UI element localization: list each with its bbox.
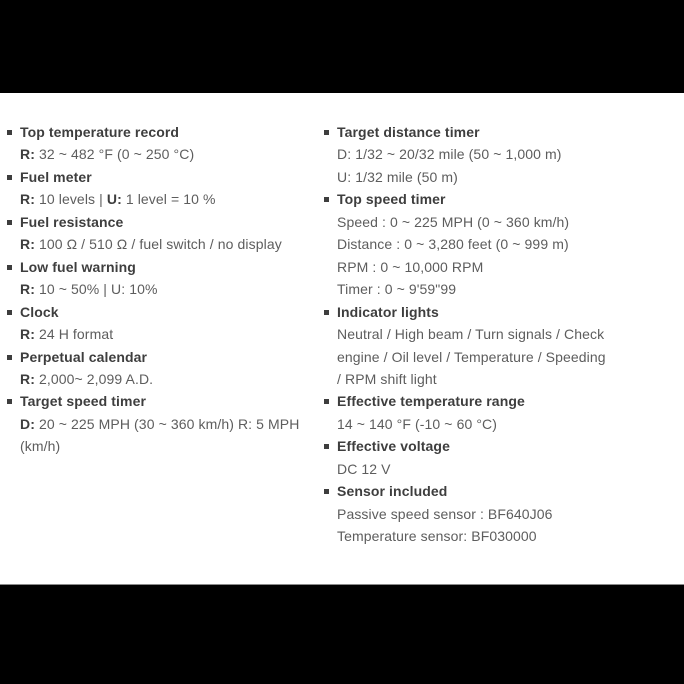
spec-item xyxy=(7,211,319,256)
detail-text: 2,000~ 2,099 A.D. xyxy=(34,370,154,387)
spec-item-title-text: Top temperature record xyxy=(20,124,180,140)
detail-prefix-bold: R: xyxy=(20,370,35,387)
spec-item xyxy=(7,346,319,391)
detail-prefix-bold: R: xyxy=(20,146,35,163)
detail-text: Speed : 0 ~ 225 MPH (0 ~ 360 km/h) xyxy=(337,213,570,230)
square-bullet-icon xyxy=(7,310,12,315)
spec-item-title xyxy=(7,256,319,278)
spec-item-title-text: Fuel resistance xyxy=(20,213,124,230)
square-bullet-icon xyxy=(324,399,329,404)
spec-item-detail-line xyxy=(324,368,636,390)
spec-item xyxy=(324,301,636,391)
spec-item xyxy=(7,301,319,346)
detail-text: D: 1/32 ~ 20/32 mile (50 ~ 1,000 m) xyxy=(337,146,562,163)
spec-item-detail-line xyxy=(324,413,636,435)
square-bullet-icon xyxy=(324,130,329,135)
square-bullet-icon xyxy=(7,355,12,360)
detail-text: 10 levels | xyxy=(34,191,107,208)
detail-text: 20 ~ 225 MPH (30 ~ 360 km/h) R: 5 MPH xyxy=(34,415,300,432)
detail-text: Passive speed sensor : BF640J06 xyxy=(337,505,553,522)
square-bullet-icon xyxy=(324,444,329,449)
spec-item-title xyxy=(324,121,636,143)
spec-item-title xyxy=(324,435,636,457)
square-bullet-icon xyxy=(7,130,12,135)
spec-item xyxy=(324,188,636,300)
spec-item-title-text: Effective temperature range xyxy=(337,393,525,410)
square-bullet-icon xyxy=(324,489,329,494)
spec-item xyxy=(7,121,319,166)
detail-text: Temperature sensor: BF030000 xyxy=(337,528,537,545)
spec-item-title xyxy=(7,166,319,188)
spec-item-detail-line xyxy=(7,143,319,165)
spec-item-detail-line xyxy=(7,188,319,210)
square-bullet-icon xyxy=(7,399,12,404)
spec-sheet-content xyxy=(0,93,684,584)
detail-text: 32 ~ 482 °F (0 ~ 250 °C) xyxy=(34,146,195,163)
detail-text: 10 ~ 50% | U: 10% xyxy=(34,281,158,298)
spec-item-title xyxy=(7,390,319,412)
detail-prefix-bold: R: xyxy=(20,281,35,298)
spec-item-detail-line xyxy=(324,323,636,345)
spec-item-title xyxy=(7,346,319,368)
detail-text: Timer : 0 ~ 9'59"99 xyxy=(337,281,457,298)
detail-prefix-bold: R: xyxy=(20,191,35,208)
top-letterbox-bar xyxy=(0,0,684,93)
spec-item-detail-line xyxy=(324,503,636,525)
spec-item-title-text: Clock xyxy=(20,303,59,320)
spec-item-title-text: Low fuel warning xyxy=(20,258,136,275)
square-bullet-icon xyxy=(7,220,12,225)
square-bullet-icon xyxy=(7,175,12,180)
spec-item-title-text: Target speed timer xyxy=(20,393,147,410)
spec-item-title xyxy=(7,121,319,143)
spec-item-title xyxy=(324,188,636,210)
detail-text: / RPM shift light xyxy=(337,370,437,387)
detail-text: DC 12 V xyxy=(337,460,391,477)
spec-item-detail-line xyxy=(324,233,636,255)
spec-item-title-text: Perpetual calendar xyxy=(20,348,148,365)
spec-item-detail-line xyxy=(7,368,319,390)
detail-text: 14 ~ 140 °F (-10 ~ 60 °C) xyxy=(337,415,497,432)
square-bullet-icon xyxy=(7,265,12,270)
detail-prefix-bold: U: xyxy=(106,191,122,208)
spec-item-title-text: Indicator lights xyxy=(337,303,439,320)
detail-text: (km/h) xyxy=(20,438,61,455)
spec-item-title-text: Sensor included xyxy=(337,483,448,500)
spec-item-detail-line xyxy=(324,346,636,368)
spec-item-title xyxy=(324,480,636,502)
spec-column-left xyxy=(7,121,319,458)
spec-item-detail-line xyxy=(7,435,319,457)
spec-item-title-text: Fuel meter xyxy=(20,168,92,185)
spec-item xyxy=(7,390,319,457)
spec-item xyxy=(324,390,636,435)
square-bullet-icon xyxy=(324,197,329,202)
square-bullet-icon xyxy=(324,310,329,315)
spec-item-detail-line xyxy=(7,278,319,300)
spec-item-detail-line xyxy=(7,233,319,255)
spec-item-detail-line xyxy=(7,323,319,345)
spec-item-title xyxy=(324,301,636,323)
spec-item-detail-line xyxy=(324,166,636,188)
detail-text: 1 level = 10 % xyxy=(121,191,216,208)
spec-item-title xyxy=(7,301,319,323)
detail-prefix-bold: R: xyxy=(20,236,35,253)
spec-column-right xyxy=(324,121,636,548)
spec-item-title-text: Top speed timer xyxy=(337,191,446,208)
spec-item-detail-line xyxy=(324,211,636,233)
spec-item-detail-line xyxy=(324,278,636,300)
spec-item-detail-line xyxy=(324,525,636,547)
spec-item xyxy=(324,121,636,188)
spec-item xyxy=(324,480,636,547)
spec-item xyxy=(324,435,636,480)
detail-text: engine / Oil level / Temperature / Speeding xyxy=(337,348,606,365)
detail-prefix-bold: R: xyxy=(20,326,35,343)
spec-item xyxy=(7,166,319,211)
spec-item-detail-line xyxy=(324,458,636,480)
detail-text: U: 1/32 mile (50 m) xyxy=(337,168,458,185)
bottom-letterbox-bar xyxy=(0,584,684,684)
spec-item-detail-line xyxy=(7,413,319,435)
detail-text: Distance : 0 ~ 3,280 feet (0 ~ 999 m) xyxy=(337,236,569,253)
detail-text: 100 Ω / 510 Ω / fuel switch / no display xyxy=(34,236,282,253)
detail-prefix-bold: D: xyxy=(20,415,35,432)
spec-item-title-text: Effective voltage xyxy=(337,438,450,455)
spec-item-detail-line xyxy=(324,256,636,278)
detail-text: Neutral / High beam / Turn signals / Check xyxy=(337,326,605,343)
spec-item-title-text: Target distance timer xyxy=(337,124,480,140)
detail-text: 24 H format xyxy=(34,326,114,343)
spec-item-title xyxy=(324,390,636,412)
detail-text: RPM : 0 ~ 10,000 RPM xyxy=(337,258,484,275)
spec-item-detail-line xyxy=(324,143,636,165)
spec-item xyxy=(7,256,319,301)
spec-item-title xyxy=(7,211,319,233)
